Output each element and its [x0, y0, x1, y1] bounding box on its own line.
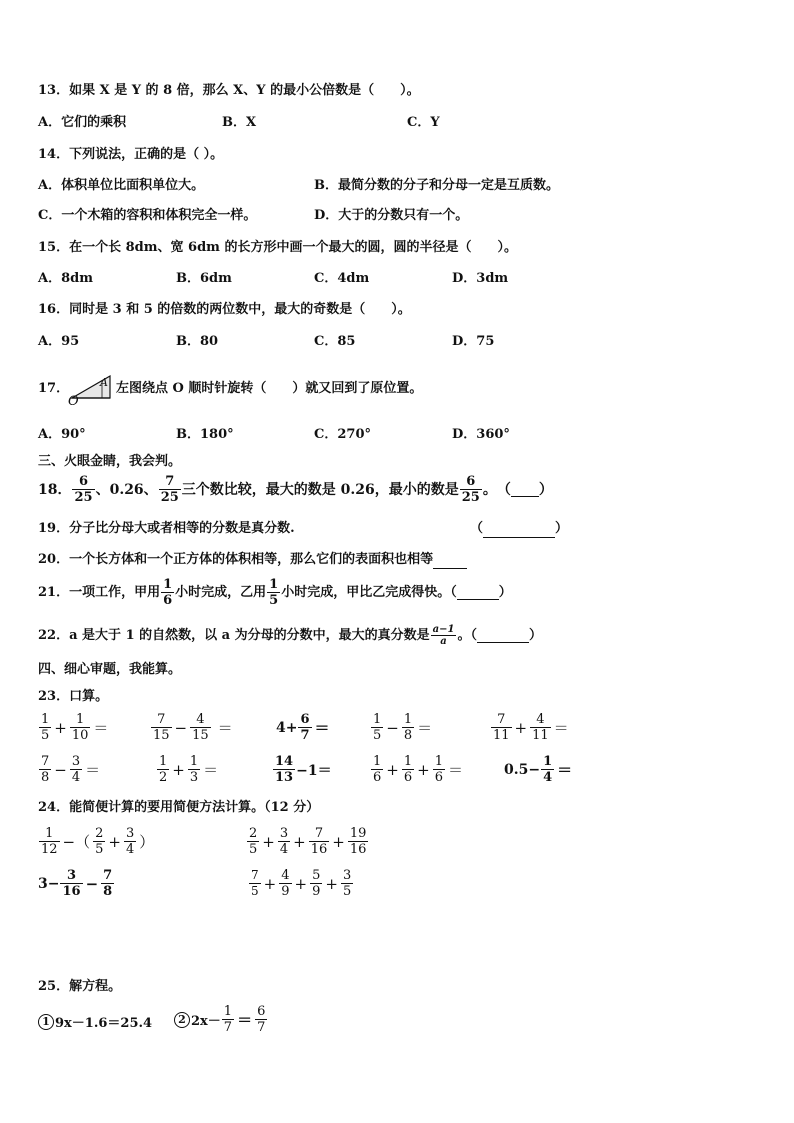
q24-expression-b: $\frac{2}{5}$ + $\frac{3}{4}$ + $\frac{7}{16}$ + $\frac{19}{16}$ [249, 826, 367, 857]
q22-line [38, 624, 542, 647]
q16-text: 16．同时是 3 和 5 的倍数的两位数中，最大的奇数是（ ）。 [38, 302, 411, 317]
q18-fraction-3: $\frac{6}{25}$ [461, 474, 480, 505]
q15-option-d[interactable]: D．3dm [452, 271, 509, 286]
q13-text: 13．如果 X 是 Y 的 8 倍，那么 X、Y 的最小公倍数是（ ）。 [38, 83, 420, 98]
q14-option-d[interactable]: D．大于的分数只有一个。 [314, 208, 469, 223]
q15-option-c[interactable]: C．4dm [314, 271, 370, 286]
q18-text-3: 。 （ [482, 481, 511, 498]
figure-label-a: A [100, 376, 108, 389]
q20-answer-blank[interactable] [433, 554, 467, 569]
q18-text-1: 、0.26、 [95, 481, 158, 498]
q22-answer-blank[interactable] [477, 628, 529, 643]
q19-answer-blank[interactable] [483, 523, 555, 538]
q22-fraction: $\frac{a-1}{a}$ [432, 624, 455, 647]
circled-number-1: 1 [38, 1014, 54, 1030]
q20-line [38, 551, 467, 569]
q23-expression-9: $\frac{1}{6}$ + $\frac{1}{6}$ + $\frac{1}{6}$ ＝ [373, 754, 464, 785]
q16-option-a[interactable]: A．95 [38, 334, 80, 349]
q15-option-b[interactable]: B．6dm [176, 271, 232, 286]
q18-number: 18． [38, 481, 72, 498]
q23-expression-1: $\frac{1}{5}$ + $\frac{1}{10}$ ＝ [41, 712, 109, 743]
q16-option-b[interactable]: B．80 [176, 334, 219, 349]
q13-option-a[interactable]: A．它们的乘积 [38, 115, 127, 130]
q15-option-a[interactable]: A．8dm [38, 271, 93, 286]
q23-expression-10: 0.5− $\frac{1}{4}$ ＝ [504, 754, 573, 785]
q24-text: 24．能简便计算的要用简便方法计算。（12 分） [38, 800, 320, 815]
q13-option-c[interactable]: C．Y [407, 115, 440, 130]
q23-expression-7: $\frac{1}{2}$ + $\frac{1}{3}$ ＝ [159, 754, 219, 785]
q21-line [38, 577, 512, 608]
q21-text-4: ） [498, 584, 512, 600]
q19-text: 19．分子比分母大或者相等的分数是真分数. [38, 521, 295, 536]
q21-text-3: 小时完成，甲比乙完成得快。（ [281, 584, 457, 600]
q18-fraction-1: $\frac{6}{25}$ [74, 474, 93, 505]
q21-fraction-2: $\frac{1}{5}$ [269, 577, 279, 608]
q23-expression-8: $\frac{14}{13}$ −1＝ [275, 754, 332, 785]
q23-expression-4: $\frac{1}{5}$ − $\frac{1}{8}$ ＝ [373, 712, 433, 743]
q24-expression-a: $\frac{1}{12}$ −（ $\frac{2}{5}$ + $\frac{3}{4}$ ） [41, 826, 155, 857]
q17-option-b[interactable]: B．180° [176, 427, 234, 442]
q24-expression-c: 3− $\frac{3}{16}$ − $\frac{7}{8}$ [38, 868, 113, 899]
q23-text: 23．口算。 [38, 689, 109, 704]
q17-number: 17． [38, 381, 70, 396]
q14-text: 14．下列说法，正确的是（ ）。 [38, 147, 224, 162]
q22-number: 22． [38, 627, 70, 643]
q18-fraction-2: $\frac{7}{25}$ [160, 474, 179, 505]
q17-option-d[interactable]: D．360° [452, 427, 510, 442]
q17-option-c[interactable]: C．270° [314, 427, 371, 442]
q14-option-c[interactable]: C．一个木箱的容积和体积完全一样。 [38, 208, 257, 223]
q13-option-b[interactable]: B．X [222, 115, 257, 130]
q25-text: 25．解方程。 [38, 979, 122, 994]
q23-expression-6: $\frac{7}{8}$ − $\frac{3}{4}$ ＝ [41, 754, 101, 785]
section-3-heading: 三、火眼金睛，我会判。 [38, 454, 182, 469]
q23-expression-3: 4+ $\frac{6}{7}$ ＝ [276, 712, 330, 743]
q21-text-2: 小时完成，乙用 [175, 584, 267, 600]
q14-option-b[interactable]: B．最简分数的分子和分母一定是互质数。 [314, 178, 559, 193]
q18-answer-blank[interactable] [511, 482, 539, 497]
q25-equation-2: 2 2x－ $\frac{1}{7}$ ＝ $\frac{6}{7}$ [174, 1004, 268, 1035]
q21-text-1: 一项工作，甲用 [69, 584, 161, 600]
q22-text-2: 。（ [457, 627, 477, 643]
q19-answer: （ ） [470, 521, 569, 536]
section-4-heading: 四、细心审题，我能算。 [38, 662, 182, 677]
q23-expression-5: $\frac{7}{11}$ + $\frac{4}{11}$ ＝ [493, 712, 569, 743]
q16-option-c[interactable]: C．85 [314, 334, 356, 349]
q22-text-1: a 是大于 1 的自然数，以 a 为分母的分数中，最大的真分数是 [69, 627, 430, 643]
q23-expression-2: $\frac{7}{15}$ − $\frac{4}{15}$ ＝ [153, 712, 233, 743]
q20-text: 20．一个长方体和一个正方体的体积相等，那么它们的表面积也相等 [38, 552, 434, 567]
rotation-figure [66, 368, 116, 406]
q21-fraction-1: $\frac{1}{6}$ [163, 577, 173, 608]
q17-option-a[interactable]: A．90° [38, 427, 86, 442]
q15-text: 15．在一个长 8dm、宽 6dm 的长方形中画一个最大的圆，圆的半径是（ ）。 [38, 240, 517, 255]
q21-number: 21． [38, 584, 70, 600]
q21-answer-blank[interactable] [457, 585, 499, 600]
q16-option-d[interactable]: D．75 [452, 334, 495, 349]
q14-option-a[interactable]: A．体积单位比面积单位大。 [38, 178, 205, 193]
q25-equation-1: 1 9x－1.6＝25.4 [38, 1012, 152, 1031]
q22-text-3: ） [528, 627, 542, 643]
q18-text-2: 三个数比较，最大的数是 0.26，最小的数是 [181, 481, 459, 498]
figure-label-o: O [68, 394, 79, 406]
q24-expression-d: $\frac{7}{5}$ + $\frac{4}{9}$ + $\frac{5}{9}$ + $\frac{3}{5}$ [251, 868, 352, 899]
circled-number-2: 2 [174, 1012, 190, 1028]
q18-text-4: ） [538, 481, 553, 498]
q18-line [38, 474, 553, 505]
q17-text: 左图绕点 O 顺时针旋转（ ）就又回到了原位置。 [116, 381, 423, 396]
